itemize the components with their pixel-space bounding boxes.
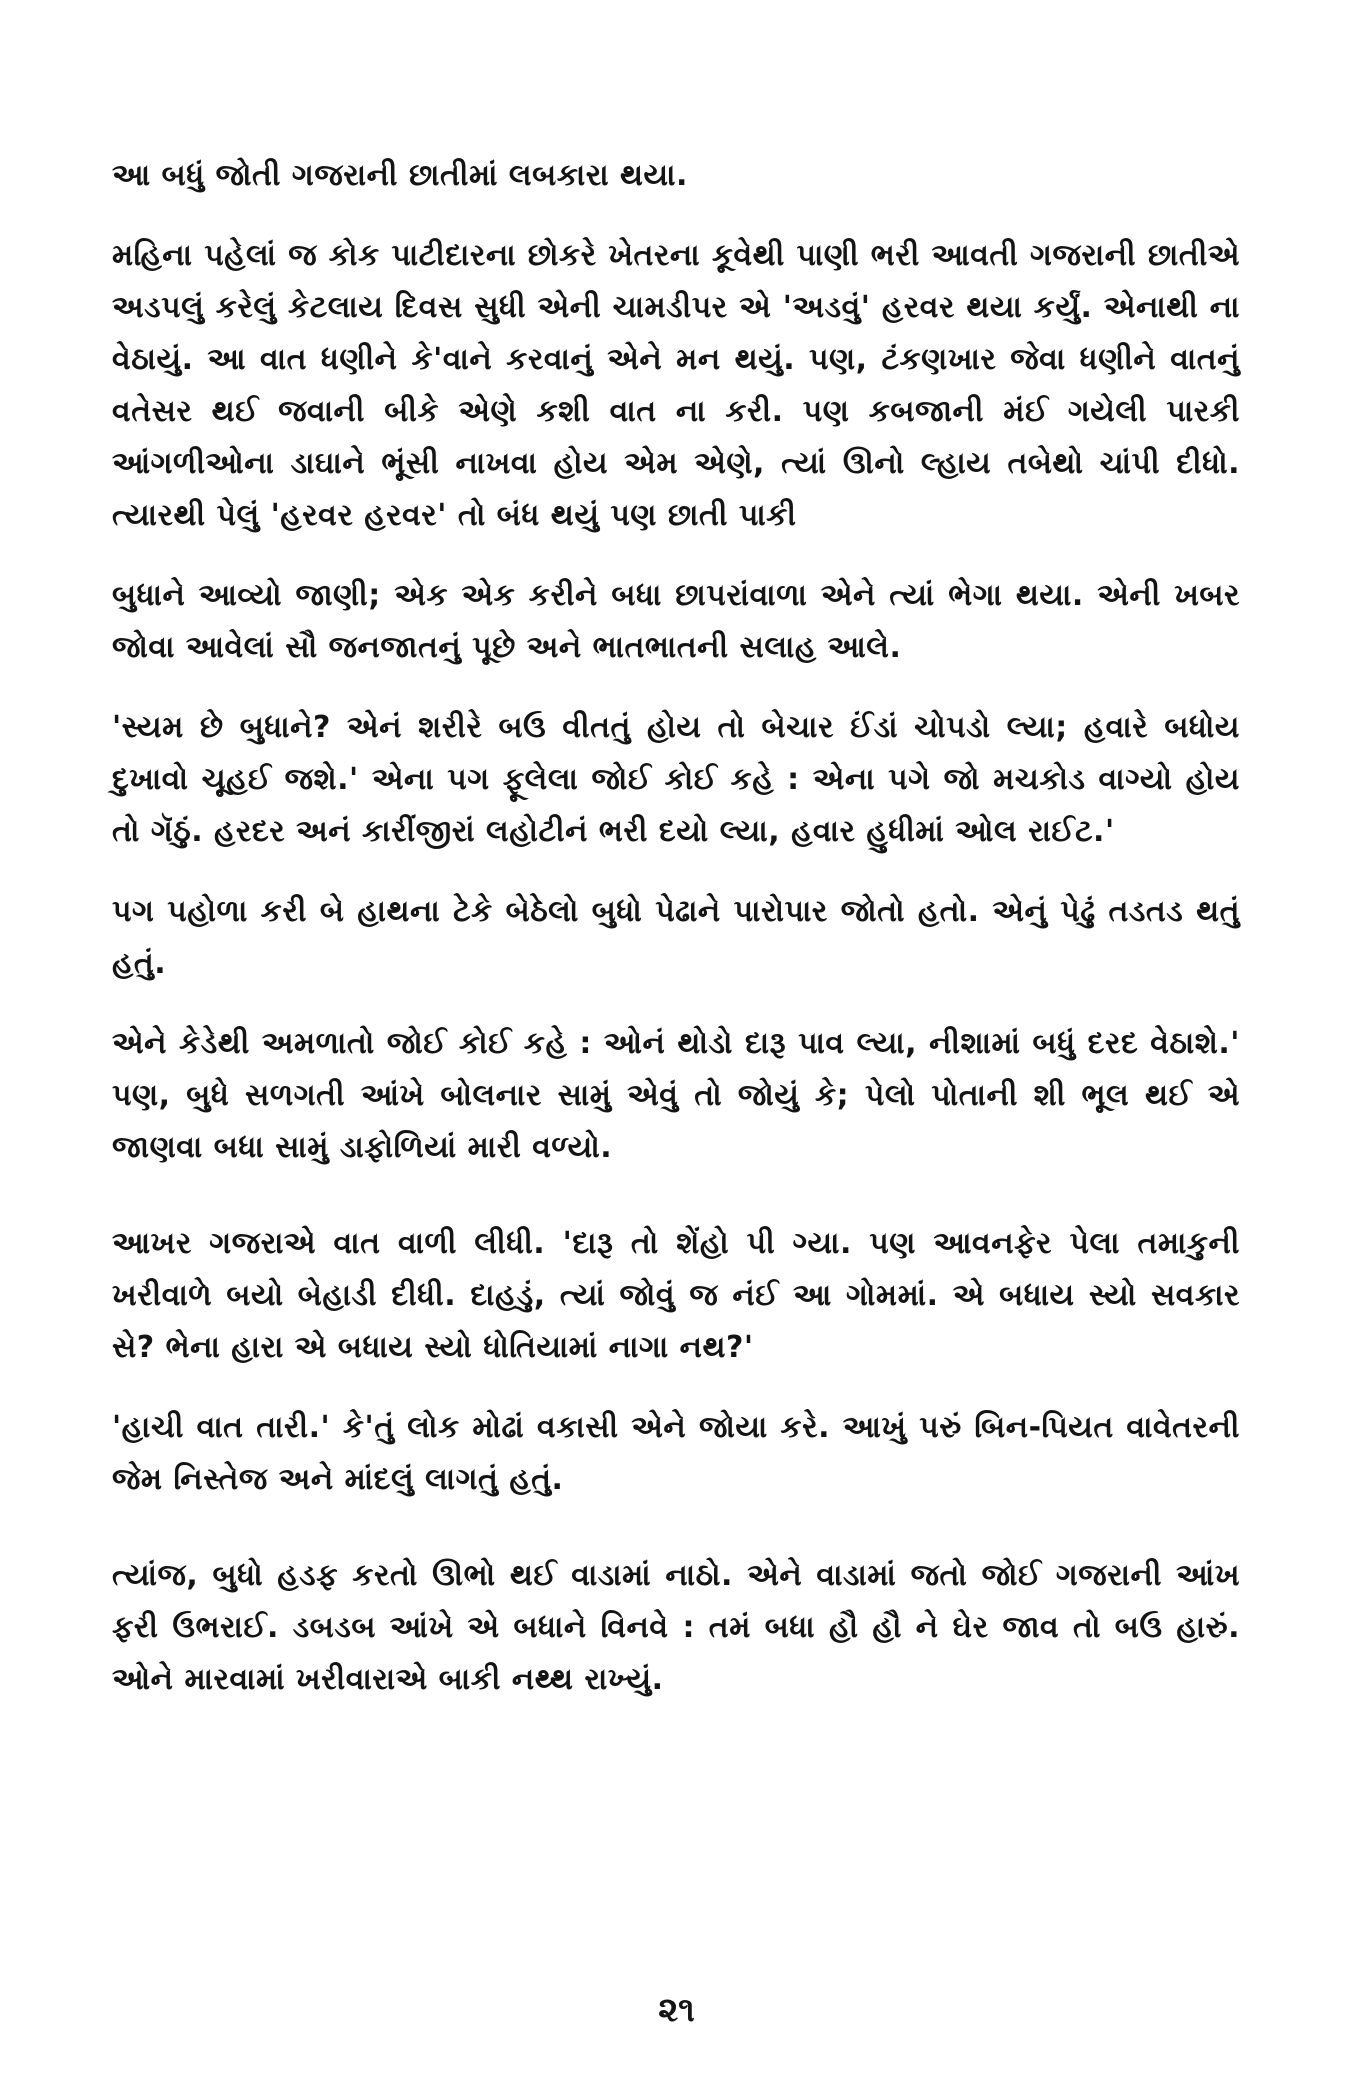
- paragraph: પગ પહોળા કરી બે હાથના ટેકે બેઠેલો બુધો પેઢાને પારોપાર જોતો હતો. એનું પેઢું તડતડ થતું હતું.: [112, 894, 1240, 981]
- paragraph: ત્યાંજ, બુધો હડફ કરતો ઊભો થઈ વાડામાં નાઠો. એને વાડામાં જતો જોઈ ગજરાની આંખ ફરી ઉભરાઈ. ડબડબ આંખે એ બધાને વિનવે : તમં બધા હૌ હૌ ને ઘેર જાવ તો બઉ હારું. ઓને મારવામાં ખરીવારાએ બાકી નથ્થ રાખ્યું.: [112, 1558, 1240, 1697]
- paragraph: આ બધું જોતી ગજરાની છાતીમાં લબકારા થયા.: [112, 158, 688, 193]
- paragraph: મહિના પહેલાં જ કોક પાટીદારના છોકરે ખેતરના કૂવેથી પાણી ભરી આવતી ગજરાની છાતીએ અડપલું કરેલું કેટલાય દિવસ સુધી એની ચામડીપર એ 'અડવું' હરવર થયા કર્યું. એનાથી ના વેઠાયું. આ વાત ધણીને કે'વાને કરવાનું એને મન થયું. પણ, ટંકણખાર જેવા ધણીને વાતનું વતેસર થઈ જવાની બીકે એણે કશી વાત ના કરી. પણ કબજાની મંઈ ગયેલી પારકી આંગળીઓના ડાઘાને ભૂંસી નાખવા હોય એમ એણે, ત્યાં ઊનો લ્હાય તબેથો ચાંપી દીધો. ત્યારથી પેલું 'હરવર હરવર' તો બંધ થયું પણ છાતી પાકી: [112, 238, 1240, 533]
- paragraph: 'સ્યમ છે બુધાને? એનં શરીરે બઉ વીતતું હોય તો બેચાર ઈંડાં ચોપડો લ્યા; હવારે બધોય દુખાવો ચૂહઈ જશે.' એના પગ ફૂલેલા જોઈ કોઈ કહે : એના પગે જો મચકોડ વાગ્યો હોય તો ગૅઠું. હરદર અનં કારીંજીરાં લહોટીનં ભરી દયો લ્યા, હવાર હુધીમાં ઓલ રાઈટ.': [112, 710, 1240, 849]
- paragraph: બુધાને આવ્યો જાણી; એક એક કરીને બધા છાપરાંવાળા એને ત્યાં ભેગા થયા. એની ખબર જોવા આવેલાં સૌ જનજાતનું પૂછે અને ભાતભાતની સલાહ આલે.: [112, 578, 1240, 665]
- page-body: [112, 150, 1240, 1706]
- paragraph: 'હાચી વાત તારી.' કે'તું લોક મોઢાં વકાસી એને જોયા કરે. આખું પરું બિન-પિયત વાવેતરની જેમ નિસ્તેજ અને માંદલું લાગતું હતું.: [112, 1410, 1240, 1497]
- paragraph: આખર ગજરાએ વાત વાળી લીધી. 'દારૂ તો શેંહો પી ગ્યા. પણ આવનફેર પેલા તમાકુની ખરીવાળે બયો બેહાડી દીધી. દાહડું, ત્યાં જોવું જ નંઈ આ ગોમમાં. એ બધાય સ્યો સવકાર સે? ભેના હારા એ બધાય સ્યો ધોતિયામાં નાગા નથ?': [112, 1226, 1240, 1365]
- page-number: ૨૧: [658, 1990, 695, 2030]
- paragraph: એને કેડેથી અમળાતો જોઈ કોઈ કહે : ઓનં થોડો દારૂ પાવ લ્યા, નીશામાં બધું દરદ વેઠાશે.' પણ, બુધે સળગતી આંખે બોલનાર સામું એવું તો જોયું કે; પેલો પોતાની શી ભૂલ થઈ એ જાણવા બધા સામું ડાફોળિયાં મારી વળ્યો.: [112, 1026, 1240, 1165]
